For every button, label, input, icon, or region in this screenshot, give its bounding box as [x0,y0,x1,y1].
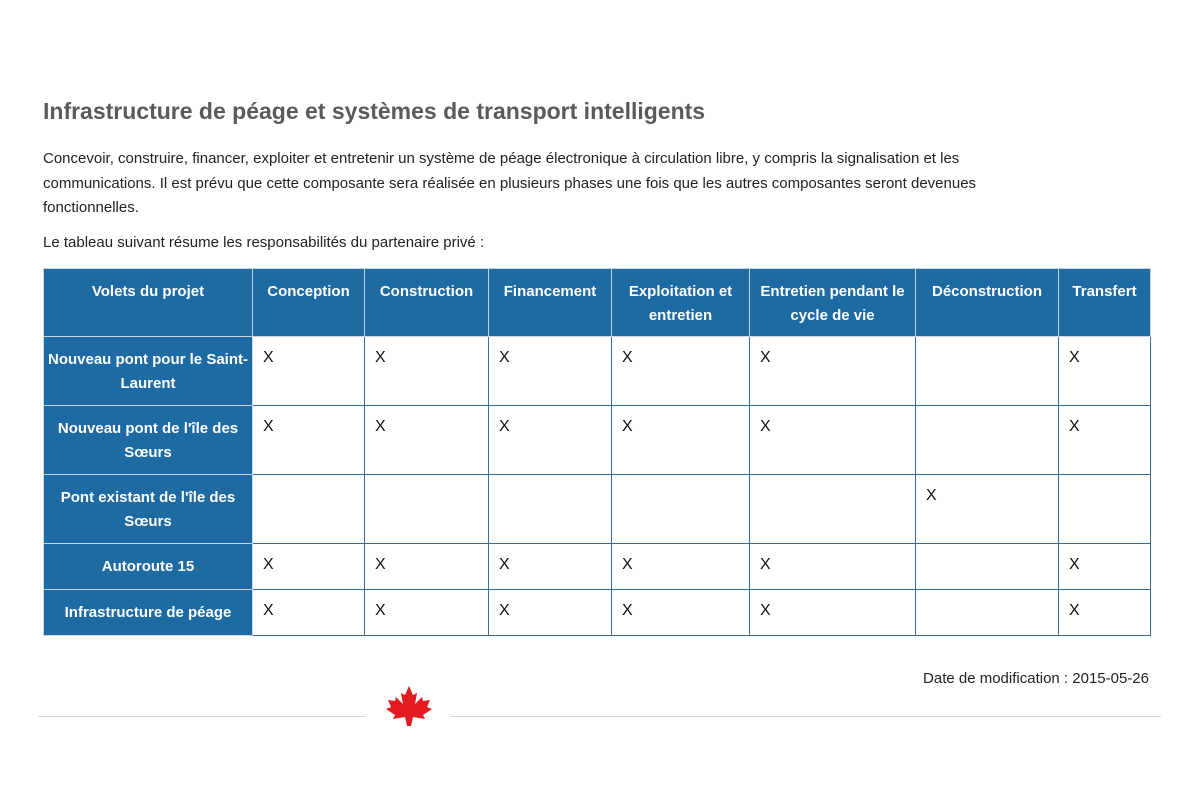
table-cell [750,475,916,544]
row-header: Infrastructure de péage [44,590,253,636]
table-cell: X [489,544,612,590]
table-row [44,475,1151,544]
date-modified-value: 2015-05-26 [1072,670,1149,687]
column-header: Volets du projet [44,269,253,337]
column-header: Exploitation et entretien [612,269,750,337]
table-cell: X [365,337,489,406]
table-cell: X [612,544,750,590]
table-header-row [44,269,1151,337]
date-modified-label: Date de modification : [923,670,1069,687]
column-header: Financement [489,269,612,337]
row-header: Nouveau pont de l'île des Sœurs [44,406,253,475]
table-row [44,337,1151,406]
table-row [44,544,1151,590]
table-cell [916,590,1059,636]
table-cell: X [489,406,612,475]
table-cell [489,475,612,544]
page-title: Infrastructure de péage et systèmes de transport intelligents [43,98,706,124]
table-cell [612,475,750,544]
footer-divider [450,716,1161,717]
table-cell: X [750,406,916,475]
table-cell: X [750,590,916,636]
column-header: Transfert [1059,269,1151,337]
footer-divider [38,716,366,717]
table-cell: X [612,406,750,475]
table-cell: X [750,337,916,406]
column-header: Construction [365,269,489,337]
table-cell: X [365,590,489,636]
column-header: Déconstruction [916,269,1059,337]
table-cell [916,544,1059,590]
intro-paragraph: Concevoir, construire, financer, exploiter et entretenir un système de péage électronique à circulation libre, y compris la signalisation et les communications. Il est prévu que cette composante sera réalisée en plusieurs phases une fois que les autres composantes seront devenues fonctionnelles. [43,150,977,216]
table-cell [1059,475,1151,544]
date-modified [923,670,1149,687]
table-cell: X [253,337,365,406]
table-cell: X [612,337,750,406]
table-cell: X [1059,406,1151,475]
row-header: Nouveau pont pour le Saint-Laurent [44,337,253,406]
table-cell: X [612,590,750,636]
table-cell: X [1059,544,1151,590]
row-header: Autoroute 15 [44,544,253,590]
table-lead-text: Le tableau suivant résume les responsabilités du partenaire privé : [43,234,485,251]
table-row [44,406,1151,475]
table-cell: X [1059,590,1151,636]
table-cell: X [1059,337,1151,406]
table-cell: X [365,406,489,475]
table-row [44,590,1151,636]
column-header: Conception [253,269,365,337]
table-cell [253,475,365,544]
table-cell: X [365,544,489,590]
table-cell: X [489,590,612,636]
responsibilities-table [43,268,1151,636]
table-cell: X [750,544,916,590]
table-cell: X [253,406,365,475]
table-cell [916,337,1059,406]
table-cell: X [253,590,365,636]
table-cell: X [489,337,612,406]
table-cell: X [253,544,365,590]
table-cell: X [916,475,1059,544]
table-cell [916,406,1059,475]
table-cell [365,475,489,544]
column-header: Entretien pendant le cycle de vie [750,269,916,337]
row-header: Pont existant de l'île des Sœurs [44,475,253,544]
maple-leaf-icon [380,686,438,726]
